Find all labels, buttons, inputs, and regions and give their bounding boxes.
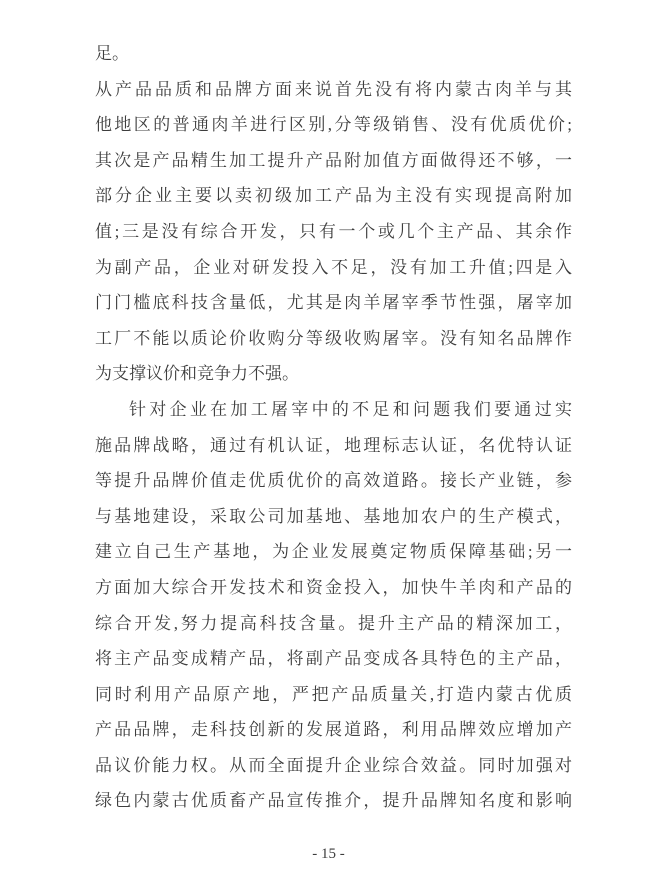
text-line: 绿色内蒙古优质畜产品宣传推介，提升品牌知名度和影响 [95, 791, 572, 811]
text-line: 将主产品变成精产品，将副产品变成各具特色的主产品， [95, 649, 572, 669]
text-line: 为支撑议价和竞争力不强。 [95, 364, 299, 384]
text-line: 门门槛底科技含量低，尤其是肉羊屠宰季节性强，屠宰加 [95, 293, 572, 313]
text-line: 方面加大综合开发技术和资金投入，加快牛羊肉和产品的 [95, 577, 572, 597]
text-line: 值;三是没有综合开发，只有一个或几个主产品、其余作 [95, 221, 572, 241]
text-line: 他地区的普通肉羊进行区别,分等级销售、没有优质优价; [95, 115, 572, 135]
page-number: - 15 - [312, 846, 345, 862]
page-footer [0, 844, 657, 864]
text-line: 部分企业主要以卖初级加工产品为主没有实现提高附加 [95, 186, 572, 206]
text-line: 其次是产品精生加工提升产品附加值方面做得还不够，一 [95, 150, 572, 170]
text-line: 为副产品，企业对研发投入不足，没有加工升值;四是入 [95, 257, 572, 277]
document-body [95, 36, 572, 819]
text-line: 足。 [95, 44, 129, 63]
text-line: 从产品品质和品牌方面来说首先没有将内蒙古肉羊与其 [95, 79, 572, 99]
text-line: 产品品牌，走科技创新的发展道路，利用品牌效应增加产 [95, 720, 572, 740]
text-line: 与基地建设，采取公司加基地、基地加农户的生产模式， [95, 506, 572, 526]
text-line: 工厂不能以质论价收购分等级收购屠宰。没有知名品牌作 [95, 328, 572, 348]
text-line: 等提升品牌价值走优质优价的高效道路。接长产业链，参 [95, 471, 572, 491]
text-line: 品议价能力权。从而全面提升企业综合效益。同时加强对 [95, 755, 572, 775]
text-line: 施品牌战略，通过有机认证，地理标志认证，名优特认证 [95, 435, 572, 455]
text-line: 建立自己生产基地，为企业发展奠定物质保障基础;另一 [95, 542, 572, 562]
text-line: 针对企业在加工屠宰中的不足和问题我们要通过实 [129, 399, 572, 419]
text-line: 同时利用产品原产地，严把产品质量关,打造内蒙古优质 [95, 684, 572, 704]
text-line: 综合开发,努力提高科技含量。提升主产品的精深加工， [95, 613, 572, 633]
